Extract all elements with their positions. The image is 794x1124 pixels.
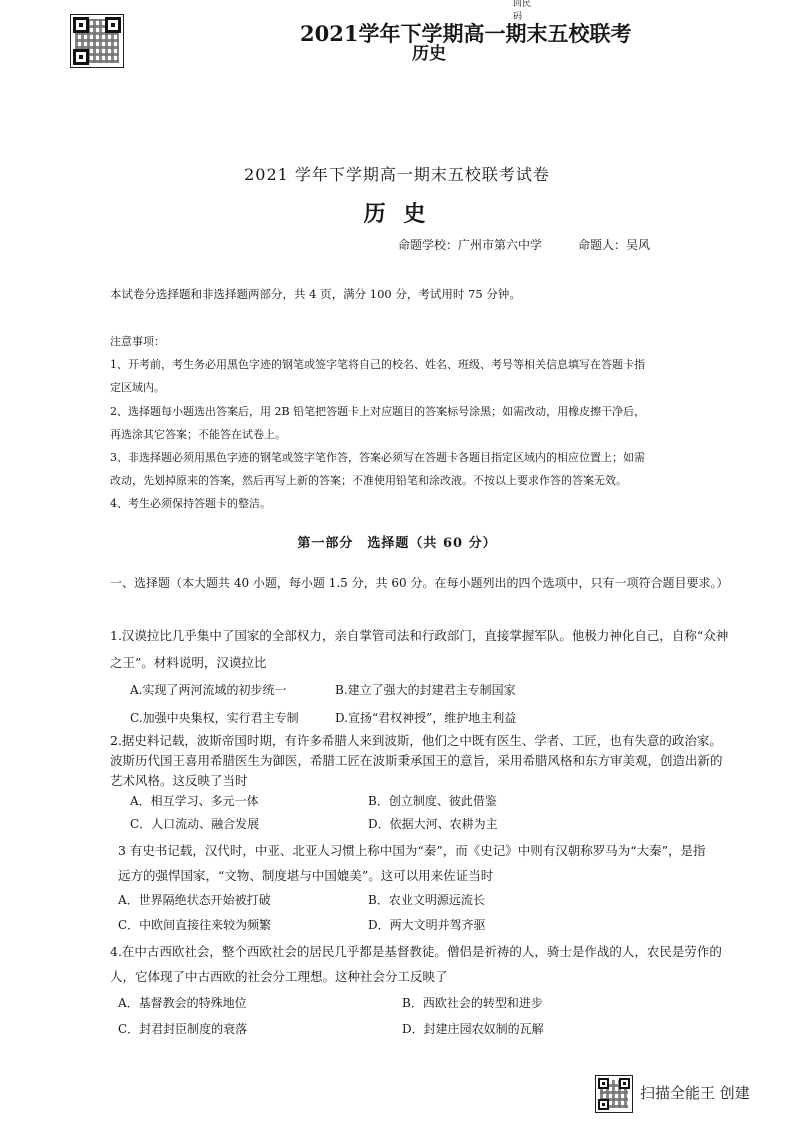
- question-2-line-1: 2.据史料记载，波斯帝国时期，有许多希腊人来到波斯，他们之中既有医生、学者、工匠，也有失意的政治家。: [110, 733, 722, 748]
- notes-line: 改动，先划掉原来的答案，然后再写上新的答案；不准使用铅笔和涂改液。不按以上要求作答的答案无效。: [110, 474, 627, 488]
- exam-intro: 本试卷分选择题和非选择题两部分，共 4 页，满分 100 分，考试用时 75 分钟。: [110, 287, 521, 301]
- notes-line: 再选涂其它答案；不能答在试卷上。: [110, 427, 286, 441]
- question-1-option-b: B.建立了强大的封建君主专制国家: [335, 683, 516, 697]
- question-1-option-d: D.宣扬“君权神授”，维护地主利益: [335, 711, 517, 725]
- question-2-line-3: 艺术风格。这反映了当时: [110, 773, 248, 788]
- exam-title: 2021 学年下学期高一期末五校联考试卷: [244, 165, 550, 184]
- header-title: 2021学年下学期高一期末五校联考: [300, 21, 632, 46]
- section-heading: 一、选择题（本大题共 40 小题，每小题 1.5 分，共 60 分。在每小题列出的四个选项中，只有一项符合题目要求。）: [110, 576, 729, 590]
- header-cut-subject: 历史: [412, 44, 446, 64]
- question-2-option-a: A．相互学习、多元一体: [130, 794, 259, 808]
- notes-line: 2、选择题每小题选出答案后，用 2B 铅笔把答题卡上对应题目的答案标号涂黑；如需改动，用橡皮擦干净后，: [110, 404, 646, 418]
- question-3-line-1: 3 有史书记载，汉代时，中亚、北亚人习惯上称中国为“秦”，而《史记》中则有汉朝称罗马为“大秦”，是指: [118, 843, 706, 858]
- question-1-line-1: 1.汉谟拉比几乎集中了国家的全部权力，亲自掌管司法和行政部门，直接掌握军队。他极力神化自己，自称“众神: [110, 628, 729, 643]
- qr-code-icon: [595, 1075, 633, 1113]
- notes-line: 1、开考前，考生务必用黑色字迹的钢笔或签字笔将自己的校名、姓名、班级、考号等相关信息填写在答题卡指: [110, 358, 645, 372]
- question-1-line-2: 之王”。材料说明，汉谟拉比: [110, 655, 267, 670]
- question-3-line-2: 远方的强悍国家，“文物、制度堪与中国媲美”。这可以用来佐证当时: [118, 868, 494, 883]
- question-2-option-b: B．创立制度、彼此借鉴: [368, 794, 497, 808]
- notes-line: 3、非选择题必须用黑色字迹的钢笔或签字笔作答，答案必须写在答题卡各题目指定区域内的相应位置上；如需: [110, 451, 645, 465]
- question-2-line-2: 波斯历代国王喜用希腊医生为御医，希腊工匠在波斯秉承国王的意旨，采用希腊风格和东方审美观，创造出新的: [110, 753, 723, 768]
- notes-block: [110, 330, 710, 516]
- question-3-option-b: B．农业文明源远流长: [368, 893, 485, 907]
- question-1-option-c: C.加强中央集权，实行君主专制: [130, 711, 299, 725]
- notes-heading: 注意事项：: [110, 335, 165, 348]
- author-label: 命题人：吴风: [578, 238, 651, 252]
- question-3-option-d: D．两大文明并驾齐驱: [368, 918, 486, 932]
- question-4-option-c: C．封君封臣制度的衰落: [118, 1022, 248, 1036]
- question-3-option-a: A．世界隔绝状态开始被打破: [118, 893, 271, 907]
- part-one-title: 第一部分 选择题（共 60 分）: [297, 536, 497, 551]
- question-1-option-a: A.实现了两河流域的初步统一: [130, 683, 287, 697]
- notes-line: 定区域内。: [110, 381, 165, 395]
- question-4-option-b: B．西欧社会的转型和进步: [402, 996, 543, 1010]
- corner-mark: 回民码: [513, 0, 532, 22]
- notes-line: 4、考生必须保持答题卡的整洁。: [110, 497, 271, 511]
- subject-title: 历 史: [363, 201, 431, 227]
- question-2-option-c: C．人口流动、融合发展: [130, 817, 260, 831]
- question-2-option-d: D．依据大河、农耕为主: [368, 817, 498, 831]
- author-line: [398, 236, 650, 253]
- question-3-option-c: C．中欧间直接往来较为频繁: [118, 918, 272, 932]
- scanner-watermark: 扫描全能王 创建: [640, 1084, 750, 1102]
- qr-code-icon: [70, 14, 124, 68]
- question-4-line-2: 人，它体现了中古西欧的社会分工理想。这种社会分工反映了: [110, 969, 448, 984]
- question-4-line-1: 4.在中古西欧社会，整个西欧社会的居民几乎都是基督教徒。僧侣是祈祷的人，骑士是作战的人，农民是劳作的: [110, 944, 722, 959]
- question-4-option-a: A．基督教会的特殊地位: [118, 996, 247, 1010]
- school-label: 命题学校：广州市第六中学: [398, 238, 543, 252]
- question-4-option-d: D．封建庄园农奴制的瓦解: [402, 1022, 544, 1036]
